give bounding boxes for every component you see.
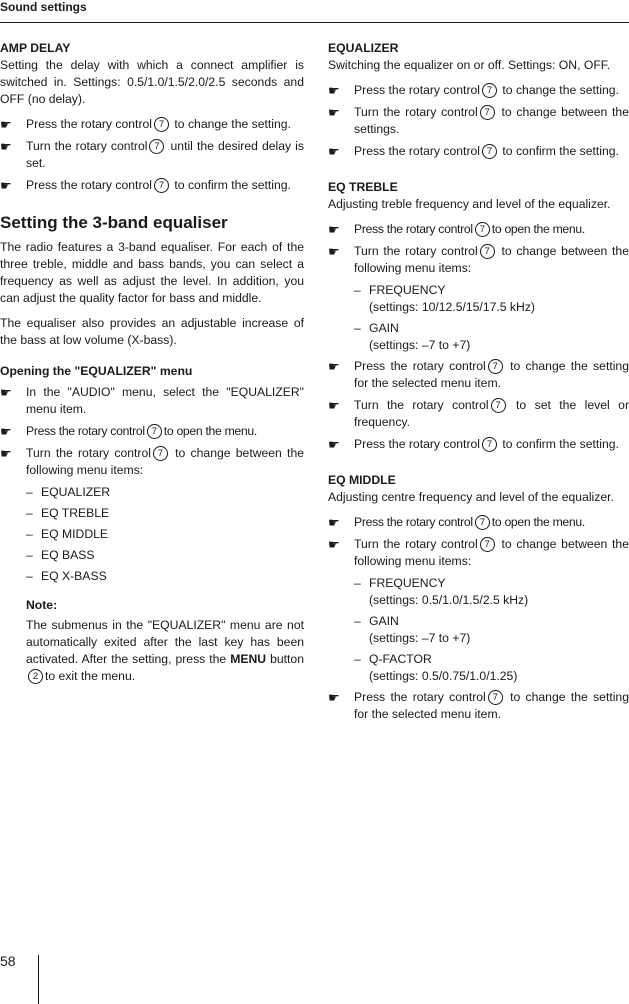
- equaliser-para-1: The radio features a 3-band equaliser. For each of the three treble, middle and bass bands, you can select a frequency as well as adjust the level. In addition, you can adjust the quality factor for bass and middle.: [0, 240, 304, 305]
- treble-step-3: ☛ Press the rotary control 7 to change the setting for the selected menu item.: [328, 359, 629, 390]
- equalizer-text: Switching the equalizer on or off. Settings: ON, OFF.: [328, 58, 611, 72]
- note-block: [0, 597, 304, 685]
- control-number-badge: 7: [488, 359, 503, 374]
- control-number-badge: 7: [482, 83, 497, 98]
- hand-pointer-icon: ☛: [328, 437, 340, 452]
- treble-step-1: ☛ Press the rotary control 7 to open the menu.: [328, 222, 585, 237]
- hand-pointer-icon: ☛: [0, 385, 12, 400]
- menu-item: – FREQUENCY (settings: 0.5/1.0/1.5/2.5 kHz): [354, 576, 529, 607]
- menu-item: – EQUALIZER: [26, 485, 111, 499]
- hand-pointer-icon: ☛: [328, 537, 340, 552]
- treble-step-4: ☛ Turn the rotary control 7 to set the level or frequency.: [328, 398, 629, 429]
- menu-item: – GAIN (settings: –7 to +7): [354, 614, 471, 645]
- eq-middle-text: Adjusting centre frequency and level of the equalizer.: [328, 490, 614, 504]
- control-number-badge: 7: [475, 222, 490, 237]
- opening-step-1: ☛ In the "AUDIO" menu, select the "EQUALIZER" menu item.: [0, 385, 304, 416]
- opening-step-2: ☛ Press the rotary control 7 to open the menu.: [0, 424, 257, 439]
- equaliser-section-heading: Setting the 3-band equaliser: [0, 213, 228, 232]
- hand-pointer-icon: ☛: [328, 690, 340, 705]
- menu-item: – EQ MIDDLE: [26, 527, 109, 541]
- control-number-badge: 7: [480, 537, 495, 552]
- control-number-badge: 7: [149, 139, 164, 154]
- control-number-badge: 7: [482, 144, 497, 159]
- amp-delay-step-2: ☛ Turn the rotary control 7 until the desired delay is set.: [0, 139, 304, 170]
- middle-step-2: ☛ Turn the rotary control 7 to change between the following menu items:: [328, 537, 629, 568]
- equaliser-para-2: The equaliser also provides an adjustable increase of the bass at low volume (X-bass).: [0, 316, 304, 347]
- menu-item: – EQ X-BASS: [26, 569, 107, 583]
- menu-item: – EQ TREBLE: [26, 506, 110, 520]
- hand-pointer-icon: ☛: [328, 244, 340, 259]
- page-header: [0, 0, 629, 23]
- control-number-badge: 7: [482, 437, 497, 452]
- treble-step-2: ☛ Turn the rotary control 7 to change between the following menu items:: [328, 244, 629, 275]
- hand-pointer-icon: ☛: [0, 178, 12, 193]
- left-column: [0, 40, 304, 685]
- control-number-badge: 7: [154, 117, 169, 132]
- menu-item: – GAIN (settings: –7 to +7): [354, 321, 471, 352]
- middle-step-3: ☛ Press the rotary control 7 to change the setting for the selected menu item.: [328, 690, 629, 721]
- amp-delay-text: Setting the delay with which a connect amplifier is switched in. Settings: 0.5/1.0/1.5/2.0/2.5 seconds and OFF (no delay).: [0, 58, 304, 106]
- page-number-divider: [38, 955, 39, 1004]
- hand-pointer-icon: ☛: [328, 359, 340, 374]
- treble-step-5: ☛ Press the rotary control 7 to confirm the setting.: [328, 437, 619, 452]
- control-number-badge: 7: [488, 690, 503, 705]
- control-number-badge: 7: [147, 424, 162, 439]
- control-number-badge: 7: [480, 244, 495, 259]
- control-number-badge: 7: [491, 398, 506, 413]
- note-label: Note:: [26, 598, 58, 612]
- eq-treble-heading: EQ TREBLE: [328, 180, 398, 194]
- menu-key-label: MENU: [230, 652, 267, 666]
- menu-item: – FREQUENCY (settings: 10/12.5/15/17.5 kHz): [354, 283, 535, 314]
- page-number: 58: [0, 953, 16, 969]
- right-column: [328, 40, 629, 728]
- header-title: Sound settings: [0, 0, 87, 14]
- hand-pointer-icon: ☛: [328, 105, 340, 120]
- control-number-badge: 7: [153, 446, 168, 461]
- eq-middle-heading: EQ MIDDLE: [328, 473, 396, 487]
- amp-delay-heading: AMP DELAY: [0, 41, 71, 55]
- amp-delay-step-3: ☛ Press the rotary control 7 to confirm the setting.: [0, 178, 291, 193]
- equalizer-step-3: ☛ Press the rotary control 7 to confirm the setting.: [328, 144, 619, 159]
- equalizer-step-2: ☛ Turn the rotary control 7 to change between the settings.: [328, 105, 629, 136]
- control-number-badge: 7: [475, 515, 490, 530]
- equalizer-step-1: ☛ Press the rotary control 7 to change the setting.: [328, 83, 619, 98]
- note-text: The submenus in the "EQUALIZER" menu are not automatically exited after the last key has been activated. After the setting, press the MENU button2 to exit the menu.: [26, 618, 304, 683]
- hand-pointer-icon: ☛: [328, 515, 340, 530]
- eq-treble-text: Adjusting treble frequency and level of the equalizer.: [328, 197, 611, 211]
- hand-pointer-icon: ☛: [328, 144, 340, 159]
- opening-step-3: ☛ Turn the rotary control 7 to change between the following menu items:: [0, 446, 304, 477]
- menu-item: – EQ BASS: [26, 548, 95, 562]
- hand-pointer-icon: ☛: [328, 83, 340, 98]
- control-number-badge: 7: [154, 178, 169, 193]
- control-number-badge: 7: [480, 105, 495, 120]
- hand-pointer-icon: ☛: [0, 446, 12, 461]
- hand-pointer-icon: ☛: [328, 222, 340, 237]
- menu-item: – Q-FACTOR (settings: 0.5/0.75/1.0/1.25): [354, 652, 518, 683]
- hand-pointer-icon: ☛: [328, 398, 340, 413]
- hand-pointer-icon: ☛: [0, 139, 12, 154]
- equalizer-heading: EQUALIZER: [328, 41, 399, 55]
- hand-pointer-icon: ☛: [0, 117, 12, 132]
- hand-pointer-icon: ☛: [0, 424, 12, 439]
- middle-step-1: ☛ Press the rotary control 7 to open the menu.: [328, 515, 585, 530]
- opening-menu-heading: Opening the "EQUALIZER" menu: [0, 364, 193, 378]
- amp-delay-step-1: ☛ Press the rotary control 7 to change the setting.: [0, 117, 291, 132]
- control-number-badge: 2: [28, 669, 43, 684]
